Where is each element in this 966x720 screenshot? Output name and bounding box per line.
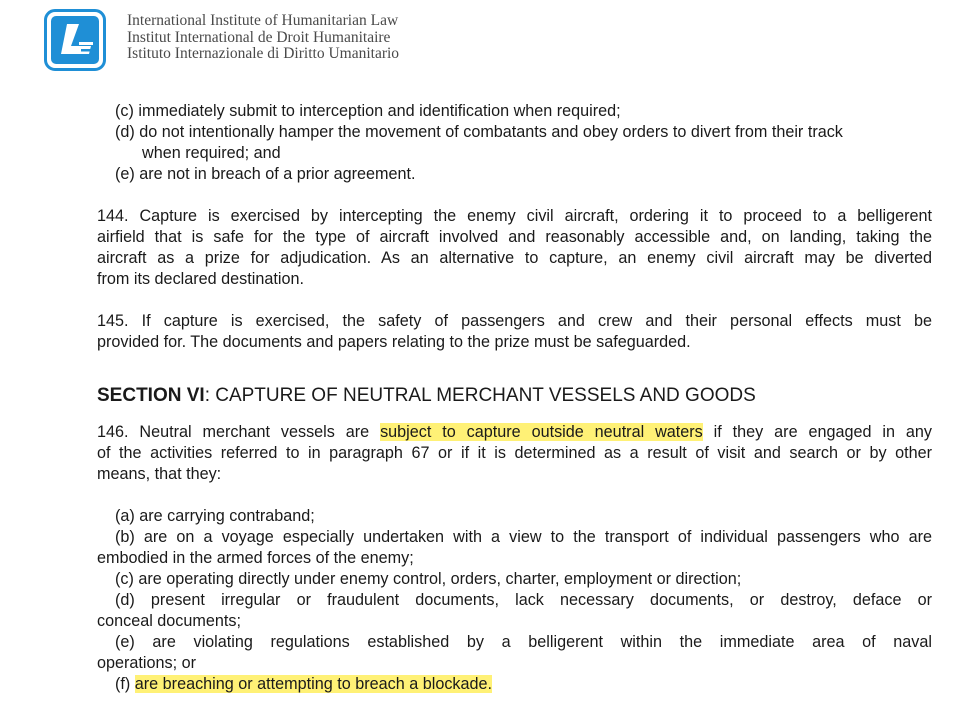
para-144-line: from its declared destination. [97, 270, 304, 288]
list-item-e-bottom: (e) are violating regulations established by a belligerent within the immediate area of naval [115, 633, 932, 651]
list-item-d-bottom: (d) present irregular or fraudulent documents, lack necessary documents, or destroy, deface or [115, 591, 932, 609]
list-item-f [97, 674, 932, 695]
para-146-line: of the activities referred to in paragraph 67 or if it is determined as a result of visit and search or by other [97, 444, 932, 462]
list-item-d: (d) do not intentionally hamper the movement of combatants and obey orders to divert from their track [115, 123, 843, 141]
institute-name-en: International Institute of Humanitarian Law [127, 12, 399, 29]
list-item-c: (c) immediately submit to interception and identification when required; [115, 102, 621, 120]
list-item-a: (a) are carrying contraband; [115, 507, 315, 525]
highlighted-text: subject to capture outside neutral waters [380, 423, 703, 441]
para-145-line: provided for. The documents and papers relating to the prize must be safeguarded. [97, 333, 691, 351]
institute-name-it: Istituto Internazionale di Diritto Umanitario [127, 45, 400, 62]
list-item-b-cont: embodied in the armed forces of the enemy; [97, 549, 414, 567]
para-144-line: aircraft as a prize for adjudication. As an alternative to capture, an enemy civil aircraft may be diverted [97, 249, 932, 267]
section-label: SECTION VI [97, 385, 205, 406]
list-item-f-prefix: (f) [115, 675, 135, 693]
para-146-text: if they are engaged in any [702, 423, 933, 441]
document-body [97, 101, 932, 695]
list-item-e: (e) are not in breach of a prior agreement. [115, 165, 416, 183]
para-146-line [97, 422, 932, 443]
list-item-c-bottom: (c) are operating directly under enemy control, orders, charter, employment or direction; [115, 570, 742, 588]
section-heading [97, 382, 932, 409]
highlighted-text: are breaching or attempting to breach a blockade. [134, 675, 493, 693]
institute-name-fr: Institut International de Droit Humanitaire [127, 28, 391, 46]
list-item-b: (b) are on a voyage especially undertaken with a view to the transport of individual passengers who are [115, 528, 932, 546]
para-145-line: 145. If capture is exercised, the safety of passengers and crew and their personal effects must be [97, 312, 932, 330]
para-146-line: means, that they: [97, 465, 222, 483]
para-146-text: 146. Neutral merchant vessels are [97, 423, 381, 441]
institute-names [127, 13, 399, 63]
section-title: : CAPTURE OF NEUTRAL MERCHANT VESSELS AND GOODS [204, 385, 756, 406]
iihl-logo-icon [44, 9, 106, 71]
para-144-line: airfield that is safe for the type of aircraft involved and reasonably accessible and, on landing, taking the [97, 228, 932, 246]
list-item-d-bottom-cont: conceal documents; [97, 612, 241, 630]
logo-mark [51, 16, 99, 64]
list-item-e-bottom-cont: operations; or [97, 654, 196, 672]
para-144-line: 144. Capture is exercised by intercepting the enemy civil aircraft, ordering it to proceed to a belligerent [97, 207, 932, 225]
list-item-d-cont: when required; and [142, 144, 281, 162]
